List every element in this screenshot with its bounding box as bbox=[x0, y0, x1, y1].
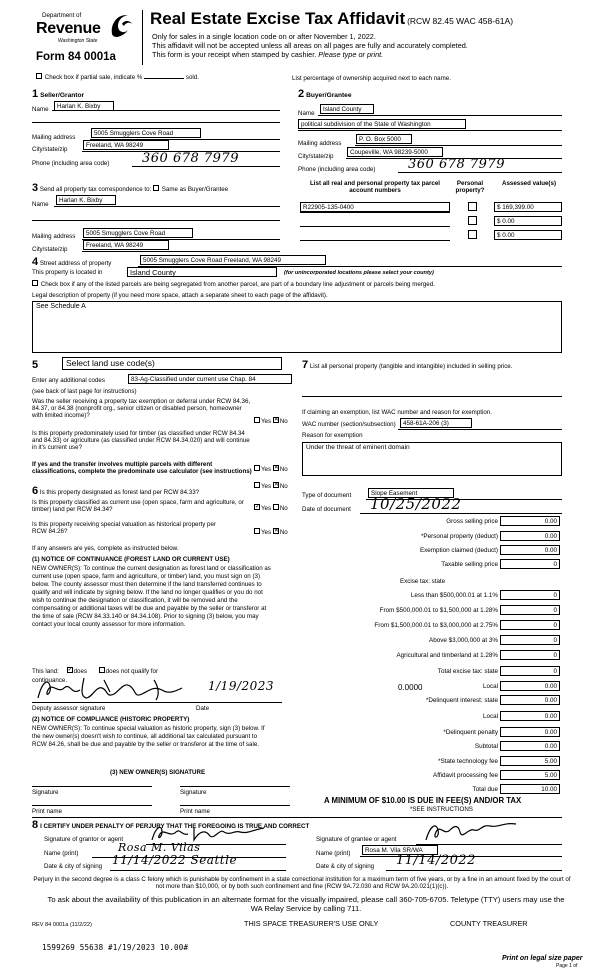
dor-swirl-icon bbox=[108, 10, 134, 40]
subtotal-amount: 0.00 bbox=[500, 741, 560, 751]
continuance-label: continuance. bbox=[32, 677, 68, 684]
owner-sig-line-2[interactable] bbox=[180, 786, 290, 787]
parcel-number-1[interactable]: R22905-135-0400 bbox=[300, 202, 450, 212]
current-use-answer bbox=[254, 505, 288, 512]
tech-fee-label: *State technology fee bbox=[438, 758, 498, 765]
partial-sold-label: sold. bbox=[185, 74, 199, 81]
grantee-date-handwritten[interactable]: 11/14/2022 bbox=[396, 853, 476, 868]
seller-name-field[interactable]: Harlan K. Bixby bbox=[54, 101, 114, 111]
type-or-print-note: Please type or print. bbox=[318, 50, 384, 59]
grantee-date-label: Date & city of signing bbox=[316, 863, 375, 870]
predominate-use-note: If yes and the transfer involves multiple parcels with different classifications, complete the predominate use calculator (see instructions) bbox=[32, 461, 252, 476]
local2-amount[interactable]: 0.00 bbox=[500, 711, 560, 721]
s3-name-label: Name bbox=[32, 201, 49, 208]
same-as-buyer-checkbox[interactable] bbox=[153, 185, 159, 191]
s3-city-line bbox=[82, 251, 280, 252]
exemption-question: Was the seller receiving a property tax exemption or deferral under RCW 84.36, 84.37, or 84.38 (nonprofit org., senior citizen or disabled person, homeowner with limited income)? bbox=[32, 398, 251, 420]
q2-yes-checkbox[interactable] bbox=[254, 465, 260, 471]
land-use-select[interactable]: Select land use code(s) bbox=[62, 357, 282, 370]
q6a-yes-label: Yes bbox=[261, 483, 272, 490]
grantor-name-label: Name (print) bbox=[44, 850, 79, 857]
bracket-4-amount: 0 bbox=[500, 635, 560, 645]
bracket-4-row bbox=[290, 635, 560, 647]
owner-signature-label-1: Signature bbox=[32, 789, 59, 796]
parcel-line-2 bbox=[300, 226, 450, 227]
this-land-label: This land: bbox=[32, 668, 59, 675]
timber-question: Is this property predominately used for timber (as classified under RCW 84.34 and 84.33) or agriculture (as classified under RCW 84.34.020) and will continue in it's current use? bbox=[32, 430, 250, 452]
grantor-date-handwritten[interactable]: 11/14/2022 Seattle bbox=[112, 853, 238, 867]
q6a-no-label: No bbox=[279, 483, 288, 490]
washington-state-label: Washington State bbox=[58, 38, 98, 44]
q2-no-label: No bbox=[279, 466, 288, 473]
form-title-line bbox=[150, 9, 513, 29]
q1-no-checkbox[interactable]: ✕ bbox=[273, 417, 279, 424]
buyer-name-field[interactable]: Island County bbox=[320, 104, 374, 114]
q2-no-checkbox[interactable]: ✕ bbox=[273, 465, 279, 472]
buyer-name-label: Name bbox=[298, 110, 315, 117]
bracket-3-row bbox=[290, 620, 560, 632]
ownership-note: List percentage of ownership acquired next to each name. bbox=[292, 75, 451, 82]
does-label: does bbox=[73, 668, 87, 675]
header-instruction-3 bbox=[152, 51, 383, 59]
exemption-answer bbox=[254, 418, 288, 425]
section-6-number: 6 bbox=[32, 485, 39, 497]
assessor-signature[interactable] bbox=[34, 672, 214, 704]
q6b-yes-checkbox[interactable]: ✓ bbox=[255, 504, 261, 511]
reason-label: Reason for exemption bbox=[302, 432, 363, 439]
rev-label: REV 84 0001a (11/2/22) bbox=[32, 922, 92, 928]
street-label: Street address of property bbox=[39, 260, 112, 267]
buyer-phone-label: Phone (including area code) bbox=[298, 166, 376, 173]
wac-line bbox=[398, 429, 562, 430]
s3-city-field[interactable]: Freeland, WA 98249 bbox=[83, 240, 169, 250]
buyer-mail-line bbox=[355, 145, 562, 146]
s3-city-label: City/state/zip bbox=[32, 246, 68, 253]
minimum-due-note: A MINIMUM OF $10.00 IS DUE IN FEE(S) AND/OR TAX bbox=[324, 796, 522, 805]
taxable-label: Taxable selling price bbox=[441, 561, 498, 568]
grantor-date-line bbox=[110, 870, 286, 871]
personal-property-checkbox-2[interactable] bbox=[468, 216, 477, 225]
s3-name-line-2 bbox=[32, 220, 280, 221]
personal-label: *Personal property (deduct) bbox=[420, 533, 498, 540]
assessor-line bbox=[32, 702, 282, 703]
proc-fee-amount[interactable]: 5.00 bbox=[500, 770, 560, 780]
local-label: Local bbox=[482, 683, 498, 690]
penalty-label: *Delinquent penalty bbox=[443, 729, 498, 736]
partial-sale-checkbox[interactable] bbox=[36, 73, 42, 79]
county-select[interactable]: Island County bbox=[127, 267, 277, 277]
excise-heading: Excise tax: state bbox=[400, 578, 446, 585]
total-state-label: Total excise tax: state bbox=[437, 668, 498, 675]
bracket-4-label: Above $3,000,000 at 3% bbox=[429, 637, 498, 644]
owner-sig-line-1[interactable] bbox=[32, 786, 152, 787]
gross-label: Gross selling price bbox=[446, 518, 498, 525]
total-due-amount: 10.00 bbox=[500, 784, 560, 794]
buyer-name-line bbox=[318, 115, 562, 116]
section-5-number: 5 bbox=[32, 359, 39, 371]
segregation-checkbox[interactable] bbox=[32, 280, 38, 286]
exemption-row bbox=[290, 545, 560, 557]
section-3-heading bbox=[32, 182, 228, 195]
taxable-amount: 0 bbox=[500, 559, 560, 569]
q6c-no-checkbox[interactable]: ✕ bbox=[273, 528, 279, 535]
partial-sale-label: Check box if partial sale, indicate % bbox=[44, 74, 143, 81]
grantee-date-line bbox=[386, 870, 562, 871]
partial-sale-row bbox=[36, 74, 199, 81]
exemption-label: Exemption claimed (deduct) bbox=[419, 547, 498, 554]
penalty-amount[interactable]: 0.00 bbox=[500, 727, 560, 737]
section-7-number: 7 bbox=[302, 359, 309, 371]
assessor-date[interactable]: 1/19/2023 bbox=[208, 679, 275, 693]
q1-no-label: No bbox=[279, 418, 288, 425]
doc-date-handwritten[interactable]: 10/25/2022 bbox=[370, 495, 462, 513]
grantor-name-handwritten[interactable]: Rosa M. Vilas bbox=[118, 841, 201, 854]
historic-question: Is this property receiving special valuation as historical property per RCW 84.26? bbox=[32, 521, 216, 536]
parcel-line-1 bbox=[300, 212, 450, 213]
section-2-number: 2 bbox=[298, 88, 305, 100]
form-title: Real Estate Excise Tax Affidavit bbox=[150, 9, 406, 28]
seller-phone-line bbox=[132, 166, 280, 167]
bracket-2-label: From $500,000.01 to $1,500,000 at 1.28% bbox=[379, 607, 498, 614]
rcw-reference: (RCW 82.45 WAC 458-61A) bbox=[407, 16, 514, 26]
personal-property-text: List all personal property (tangible and intangible) included in selling price. bbox=[309, 363, 513, 370]
street-address-row bbox=[32, 256, 111, 269]
owner-signature-label-2: Signature bbox=[180, 789, 207, 796]
bracket-1-row bbox=[290, 590, 560, 602]
cashier-stamp: 1599269 55638 #1/19/2023 10.00# bbox=[42, 943, 189, 952]
bracket-3-label: From $1,500,000.01 to $3,000,000 at 2.75% bbox=[374, 622, 498, 629]
header-instruction-1: Only for sales in a single location code on or after November 1, 2022. bbox=[152, 32, 376, 41]
buyer-phone-line bbox=[398, 172, 562, 173]
del-state-row bbox=[290, 695, 560, 707]
dept-of-label: Department of bbox=[42, 12, 82, 19]
personal-property-checkbox-1[interactable] bbox=[468, 202, 477, 211]
street-address-field[interactable]: 5005 Smugglers Cove Road Freeland, WA 98249 bbox=[140, 255, 326, 265]
q2-yes-label: Yes bbox=[261, 466, 272, 473]
penalty-row bbox=[290, 727, 560, 739]
owner-print-label-2: Print name bbox=[180, 808, 210, 815]
section-8-number: 8 bbox=[32, 819, 39, 831]
personal-property-row bbox=[302, 359, 564, 372]
wac-label: WAC number (section/subsection) bbox=[302, 421, 396, 428]
taxable-row bbox=[290, 559, 560, 571]
total-state-row bbox=[290, 666, 560, 678]
certify-text: I CERTIFY UNDER PENALTY OF PERJURY THAT THE FOREGOING IS TRUE AND CORRECT bbox=[40, 823, 310, 830]
forest-question bbox=[32, 485, 199, 498]
partial-percent-field[interactable] bbox=[144, 78, 184, 79]
additional-codes-label: Enter any additional codes bbox=[32, 377, 105, 384]
q6b-yes-label: Yes bbox=[261, 505, 272, 512]
gross-row bbox=[290, 516, 560, 528]
total-due-label: Total due bbox=[472, 786, 498, 793]
segregation-label: Check box if any of the listed parcels are being segregated from another parcel, are part of a boundary line adjustment or parcels being merged. bbox=[40, 281, 435, 288]
grantee-sig-label: Signature of grantee or agent bbox=[316, 836, 397, 843]
ag-row bbox=[290, 650, 560, 662]
historic-answer bbox=[254, 529, 288, 536]
buyer-name2-line bbox=[298, 130, 562, 131]
page-number: Page 1 of bbox=[556, 963, 578, 969]
personal-property-checkbox-3[interactable] bbox=[468, 230, 477, 239]
same-as-buyer-label: Same as Buyer/Grantee bbox=[161, 186, 229, 193]
q1-yes-checkbox[interactable] bbox=[254, 417, 260, 423]
bracket-2-row bbox=[290, 605, 560, 617]
subtotal-row bbox=[290, 741, 560, 753]
continuance-body: NEW OWNER(S): To continue the current designation as forest land or classification as current use (open space, farm and agriculture, or timber) land, you must sign on (3) below. The county assessor must then determine if the land transferred continues to qualify and will indicate by signing below. If the land no longer qualifies or you do not wish to continue the designation or classification, it will be removed and the compensating or additional taxes will be due and payable by the seller or transferor at the time of sale (RCW 84.33.140 or 84.34.108). Prior to signing (3) below, you may contact your local county assessor for more information. bbox=[32, 565, 271, 628]
section-3-text: Send all property tax correspondence to: bbox=[39, 186, 152, 193]
del-state-amount[interactable]: 0.00 bbox=[500, 695, 560, 705]
seller-phone-label: Phone (including area code) bbox=[32, 160, 110, 167]
gross-amount[interactable]: 0.00 bbox=[500, 516, 560, 526]
accessibility-note: To ask about the availability of this publication in an alternate format for the visually impaired, please call 360-705-6705. Teletype (TTY) users may use the WA Relay Service by calling 711. bbox=[47, 895, 565, 914]
q6a-yes-checkbox[interactable] bbox=[254, 482, 260, 488]
revenue-wordmark: Revenue bbox=[36, 20, 101, 37]
dor-logo bbox=[32, 10, 132, 48]
buyer-city-label: City/state/zip bbox=[298, 153, 334, 160]
buyer-mail-field[interactable]: P. O. Box 5000 bbox=[356, 134, 412, 144]
grantor-date-label: Date & city of signing bbox=[44, 863, 103, 870]
local-row bbox=[290, 681, 560, 693]
seller-mail-label: Mailing address bbox=[32, 134, 76, 141]
q6c-yes-checkbox[interactable] bbox=[254, 528, 260, 534]
buyer-city-field[interactable]: Coupeville, WA 98239-5000 bbox=[347, 147, 443, 157]
exemption-amount[interactable]: 0.00 bbox=[500, 545, 560, 555]
s3-mail-field[interactable]: 5005 Smugglers Cove Road bbox=[83, 228, 193, 238]
q1-yes-label: Yes bbox=[261, 418, 272, 425]
local2-label: Local bbox=[482, 713, 498, 720]
forest-question-text: Is this property designated as forest land per RCW 84.33? bbox=[39, 489, 200, 496]
seller-city-field[interactable]: Freeland, WA 98249 bbox=[83, 140, 169, 150]
buyer-title: Buyer/Grantee bbox=[306, 92, 352, 99]
see-back-note: (see back of last page for instructions) bbox=[32, 388, 137, 395]
personal-amount[interactable]: 0.00 bbox=[500, 531, 560, 541]
buyer-name2-field[interactable]: political subdivision of the State of Washington bbox=[298, 119, 466, 129]
section-4-number: 4 bbox=[32, 256, 39, 268]
local-amount: 0.00 bbox=[500, 681, 560, 691]
buyer-phone-handwritten[interactable]: 360 678 7979 bbox=[408, 157, 505, 172]
bracket-3-amount: 0 bbox=[500, 620, 560, 630]
doc-date-line bbox=[360, 513, 562, 514]
new-owner-sig-title: (3) NEW OWNER(S) SIGNATURE bbox=[110, 769, 206, 776]
continuance-title: (1) NOTICE OF CONTINUANCE (FOREST LAND OR CURRENT USE) bbox=[32, 556, 230, 563]
s3-mail-label: Mailing address bbox=[32, 233, 76, 240]
q6b-no-checkbox[interactable] bbox=[273, 504, 279, 510]
legal-description-field[interactable]: See Schedule A bbox=[32, 301, 562, 353]
see-instructions-note: *SEE INSTRUCTIONS bbox=[410, 806, 473, 813]
ag-label: Agricultural and timberland at 1.28% bbox=[396, 652, 498, 659]
owner-print-line-2[interactable] bbox=[180, 805, 290, 806]
form-number: Form 84 0001a bbox=[36, 51, 116, 63]
grantee-name-label: Name (print) bbox=[316, 850, 351, 857]
perjury-notice: Perjury in the second degree is a class C felony which is punishable by confinement in a state correctional institution for a maximum term of five years, or by a fine in an amount fixed by the court of not more than $10,000, or by both such confinement and fine (RCW 9A.72.030 and RCW 9A.20.021(1)(c)). bbox=[33, 876, 571, 891]
owner-print-label-1: Print name bbox=[32, 808, 62, 815]
proc-fee-label: Affidavit processing fee bbox=[433, 772, 498, 779]
assessor-sig-label: Deputy assessor signature bbox=[32, 705, 106, 712]
does-not-label: does not qualify for bbox=[105, 668, 159, 675]
q6c-no-label: No bbox=[279, 529, 288, 536]
tech-fee-row bbox=[290, 756, 560, 768]
legal-size-note: Print on legal size paper bbox=[502, 955, 583, 962]
personal-property-line[interactable] bbox=[302, 396, 562, 397]
subtotal-label: Subtotal bbox=[474, 743, 498, 750]
total-state-amount: 0 bbox=[500, 666, 560, 676]
if-yes-note: If any answers are yes, complete as instructed below. bbox=[32, 545, 179, 552]
exemption-note: If claiming an exemption, list WAC number and reason for exemption. bbox=[302, 409, 492, 416]
local-rate: 0.0000 bbox=[398, 683, 423, 692]
assessed-value-3[interactable]: $ 0.00 bbox=[494, 230, 562, 240]
seller-city-label: City/state/zip bbox=[32, 146, 68, 153]
doc-date-label: Date of document bbox=[302, 506, 351, 513]
q6b-no-label: No bbox=[279, 505, 288, 512]
q6a-no-checkbox[interactable]: ✕ bbox=[273, 482, 279, 489]
receipt-note: This form is your receipt when stamped by cashier. bbox=[152, 50, 317, 59]
section-1-number: 1 bbox=[32, 88, 39, 100]
buyer-heading bbox=[298, 88, 352, 101]
seller-name-label: Name bbox=[32, 106, 49, 113]
local2-row bbox=[290, 711, 560, 723]
assessed-value-1[interactable]: $ 169,399.00 bbox=[494, 202, 562, 212]
header-instruction-2: This affidavit will not be accepted unless all areas on all pages are fully and accurately completed. bbox=[152, 41, 468, 50]
section-3-number: 3 bbox=[32, 182, 39, 194]
s3-name-field[interactable]: Harlan K. Bixby bbox=[56, 195, 116, 205]
legal-description-label: Legal description of property (if you need more space, attach a separate sheet to each page of the affidavit). bbox=[32, 292, 328, 299]
county-treasurer-label: COUNTY TREASURER bbox=[450, 919, 528, 928]
does-checkbox[interactable]: ✓ bbox=[67, 667, 73, 674]
q6c-yes-label: Yes bbox=[261, 529, 272, 536]
segregation-row bbox=[32, 281, 435, 288]
buyer-mail-label: Mailing address bbox=[298, 140, 342, 147]
doc-type-field[interactable]: Slope Easement bbox=[368, 488, 454, 498]
parcels-header: List all real and personal property tax parcel account numbers bbox=[310, 180, 440, 195]
tech-fee-amount: 5.00 bbox=[500, 756, 560, 766]
seller-title: Seller/Grantor bbox=[40, 92, 85, 99]
proc-fee-row bbox=[290, 770, 560, 782]
seller-name-line-2 bbox=[32, 122, 280, 123]
s3-name-line bbox=[54, 206, 280, 207]
seller-mail-field[interactable]: 5005 Smugglers Cove Road bbox=[91, 128, 201, 138]
grantee-signature[interactable] bbox=[420, 818, 530, 844]
doc-type-label: Type of document bbox=[302, 492, 352, 499]
located-label: This property is located in bbox=[32, 269, 103, 276]
del-state-label: *Delinquent interest: state bbox=[425, 697, 498, 704]
county-note: (for unincorporated locations please select your county) bbox=[284, 270, 434, 276]
timber-answer bbox=[254, 466, 288, 473]
parcel-line-3 bbox=[300, 240, 450, 241]
treasurer-use-label: THIS SPACE TREASURER'S USE ONLY bbox=[244, 919, 379, 928]
current-use-question: Is this property classified as current use (open space, farm and agriculture, or timber) land per RCW 84.34? bbox=[32, 499, 244, 514]
grantor-sig-label: Signature of grantor or agent bbox=[44, 836, 124, 843]
reason-field[interactable]: Under the threat of eminent domain bbox=[302, 442, 562, 476]
seller-phone-handwritten[interactable]: 360 678 7979 bbox=[142, 151, 239, 166]
seller-heading bbox=[32, 88, 84, 101]
total-due-row bbox=[290, 784, 560, 796]
assessed-value-2[interactable]: $ 0.00 bbox=[494, 216, 562, 226]
personal-property-header: Personal property? bbox=[455, 180, 485, 195]
forest-answer bbox=[254, 483, 288, 490]
bracket-1-amount: 0 bbox=[500, 590, 560, 600]
grantee-name-field[interactable]: Rosa M. Vila SR/WA bbox=[362, 845, 438, 855]
bracket-1-label: Less than $500,000.01 at 1.1% bbox=[410, 592, 498, 599]
header-divider bbox=[142, 10, 143, 65]
historic-notice-body: NEW OWNER(S): To continue special valuation as historic property, sign (3) below. If the new owner(s) doesn't wish to continue, all additional tax calculated pursuant to RCW 84.26, shall be due and payable by the seller or transferor at the time of sale. bbox=[32, 725, 265, 748]
historic-notice-title: (2) NOTICE OF COMPLIANCE (HISTORIC PROPERTY) bbox=[32, 716, 190, 723]
ag-amount: 0 bbox=[500, 650, 560, 660]
owner-print-line-1[interactable] bbox=[32, 805, 152, 806]
personal-row bbox=[290, 531, 560, 543]
assessed-value-header: Assessed value(s) bbox=[502, 180, 556, 187]
bracket-2-amount: 0 bbox=[500, 605, 560, 615]
assessor-date-label: Date bbox=[196, 705, 210, 712]
wac-field[interactable]: 458-61A-206 (3) bbox=[400, 418, 472, 428]
additional-codes-field[interactable]: 83-Ag-Classified under current use Chap. 84 bbox=[128, 374, 292, 384]
